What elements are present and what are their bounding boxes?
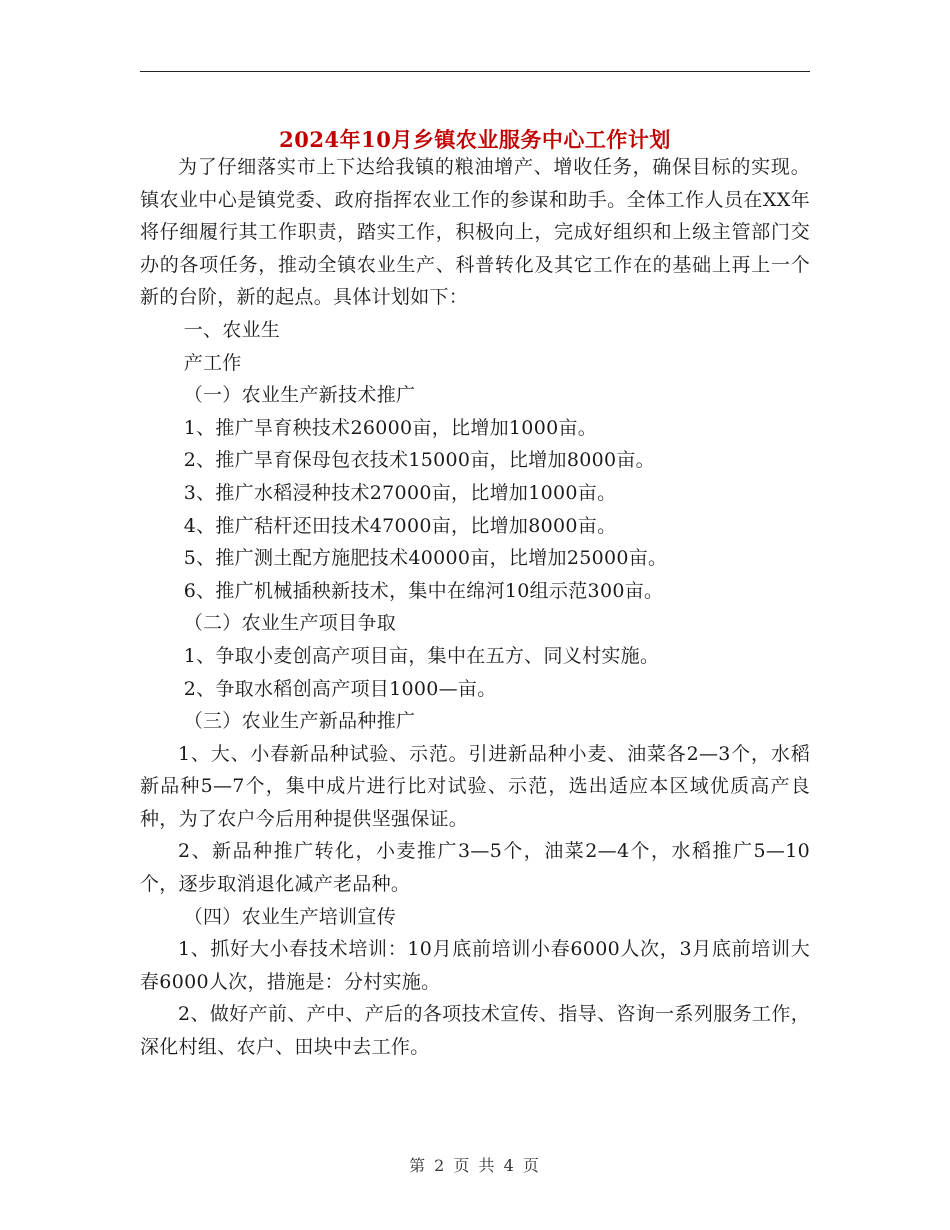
list-item: 2、做好产前、产中、产后的各项技术宣传、指导、咨询一系列服务工作，深化村组、农户、田块中去工作。 (140, 1003, 810, 1059)
list-item: 2、新品种推广转化，小麦推广3—5个，油菜2—4个，水稻推广5—10个，逐步取消退化减产老品种。 (140, 840, 810, 896)
list-item: 1、大、小春新品种试验、示范。引进新品种小麦、油菜各2—3个，水稻新品种5—7个，集中成片进行比对试验、示范，选出适应本区域优质高产良种，为了农户今后用种提供坚强保证。 (140, 742, 810, 830)
document-body (140, 151, 810, 1064)
subsection-heading-2: （二）农业生产项目争取 (183, 612, 396, 635)
section-heading-1: 一、农业生 (183, 318, 281, 341)
list-item: 1、抓好大小春技术培训：10月底前培训小春6000人次，3月底前培训大春6000人次，措施是：分村实施。 (140, 938, 810, 993)
document-title: 2024年10月乡镇农业服务中心工作计划 (279, 127, 671, 153)
intro-paragraph: 为了仔细落实市上下达给我镇的粮油增产、增收任务，确保目标的实现。镇农业中心是镇党委、政府指挥农业工作的参谋和助手。全体工作人员在XX年将仔细履行其工作职责，踏实工作，积极向上，完成好组织和上级主管部门交办的各项任务，推动全镇农业生产、科普转化及其它工作在的基础上再上一个新的台阶，新的起点。具体计划如下： (140, 156, 810, 309)
list-item: 3、推广水稻浸种技术27000亩，比增加1000亩。 (183, 481, 617, 504)
list-item: 2、争取水稻创高产项目1000—亩。 (183, 677, 497, 700)
subsection-heading-3: （三）农业生产新品种推广 (183, 710, 416, 733)
list-item: 5、推广测土配方施肥技术40000亩，比增加25000亩。 (183, 547, 668, 570)
list-item: 1、推广旱育秧技术26000亩，比增加1000亩。 (183, 416, 598, 439)
list-item: 1、争取小麦创高产项目亩，集中在五方、同义村实施。 (183, 644, 660, 667)
list-item: 6、推广机械插秧新技术，集中在绵河10组示范300亩。 (183, 579, 664, 602)
section-heading-1-continued: 产工作 (183, 351, 242, 374)
list-item: 4、推广秸杆还田技术47000亩，比增加8000亩。 (183, 514, 617, 537)
page-number: 第 2 页 共 4 页 (409, 1156, 541, 1175)
header-rule (140, 71, 810, 72)
list-item: 2、推广旱育保母包衣技术15000亩，比增加8000亩。 (183, 449, 655, 472)
subsection-heading-1: （一）农业生产新技术推广 (183, 384, 416, 407)
subsection-heading-4: （四）农业生产培训宣传 (183, 905, 396, 928)
